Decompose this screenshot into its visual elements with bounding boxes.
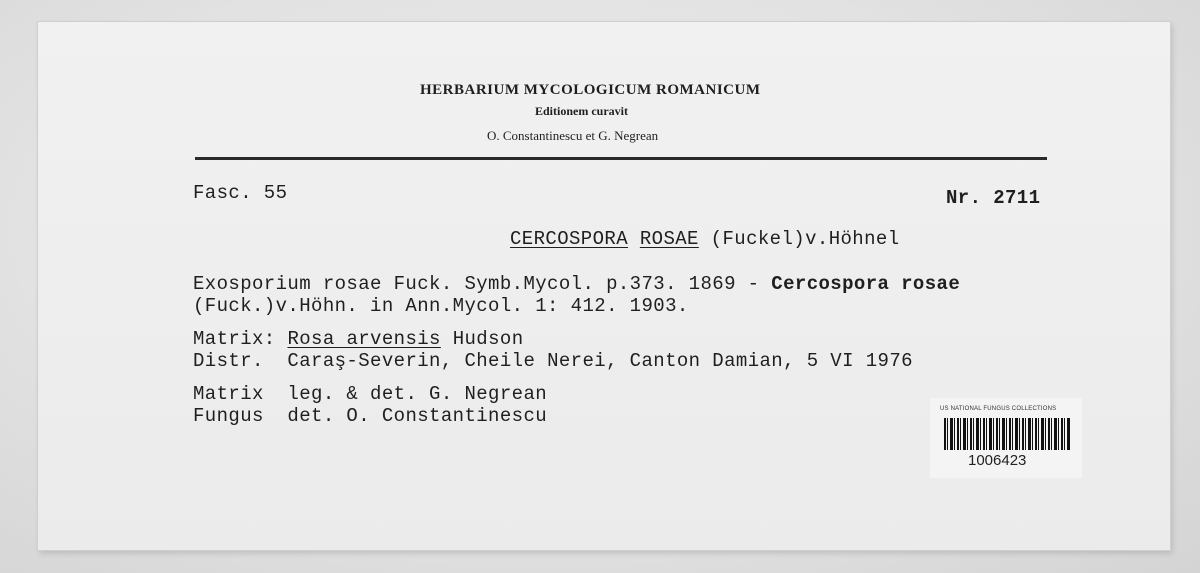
barcode-number: 1006423 <box>968 452 1027 469</box>
species-epithet: ROSAE <box>639 228 699 250</box>
matrix-host: Rosa arvensis <box>287 328 441 350</box>
synonymy-combination: Cercospora rosae <box>771 273 961 295</box>
header-divider <box>195 157 1047 160</box>
collector-row <box>193 383 547 405</box>
distribution-label: Distr. <box>193 350 264 372</box>
fungus-label: Fungus <box>193 405 264 427</box>
species-genus: CERCOSPORA <box>510 228 629 250</box>
matrix-author: Hudson <box>452 328 524 350</box>
header-editors: O. Constantinescu et G. Negrean <box>487 128 659 143</box>
matrix-row <box>193 328 524 350</box>
barcode-caption: US NATIONAL FUNGUS COLLECTIONS <box>940 406 1057 412</box>
barcode-icon <box>944 418 1070 450</box>
distribution-value: Caraş-Severin, Cheile Nerei, Canton Damian, 5 VI 1976 <box>287 350 913 372</box>
synonymy-line-1 <box>193 273 960 295</box>
header-subtitle: Editionem curavit <box>535 104 628 118</box>
barcode-label <box>930 398 1082 478</box>
fungus-value: det. O. Constantinescu <box>287 405 548 427</box>
synonymy-line-2: (Fuck.)v.Höhn. in Ann.Mycol. 1: 412. 1903. <box>193 295 689 317</box>
herbarium-label <box>38 22 1170 550</box>
species-authority: (Fuckel)v.Höhnel <box>710 228 900 250</box>
collector-label: Matrix <box>193 383 264 405</box>
header-title: HERBARIUM MYCOLOGICUM ROMANICUM <box>420 82 761 98</box>
collector-value: leg. & det. G. Negrean <box>287 383 548 405</box>
matrix-label: Matrix: <box>193 328 276 350</box>
synonymy-basionym: Exosporium rosae Fuck. Symb.Mycol. p.373. 1869 - <box>193 273 772 295</box>
exsiccata-number: Nr. 2711 <box>946 187 1041 209</box>
distribution-row <box>193 350 913 372</box>
fungus-row <box>193 405 547 427</box>
fascicle-number: Fasc. 55 <box>193 182 288 204</box>
species-name <box>510 228 900 250</box>
